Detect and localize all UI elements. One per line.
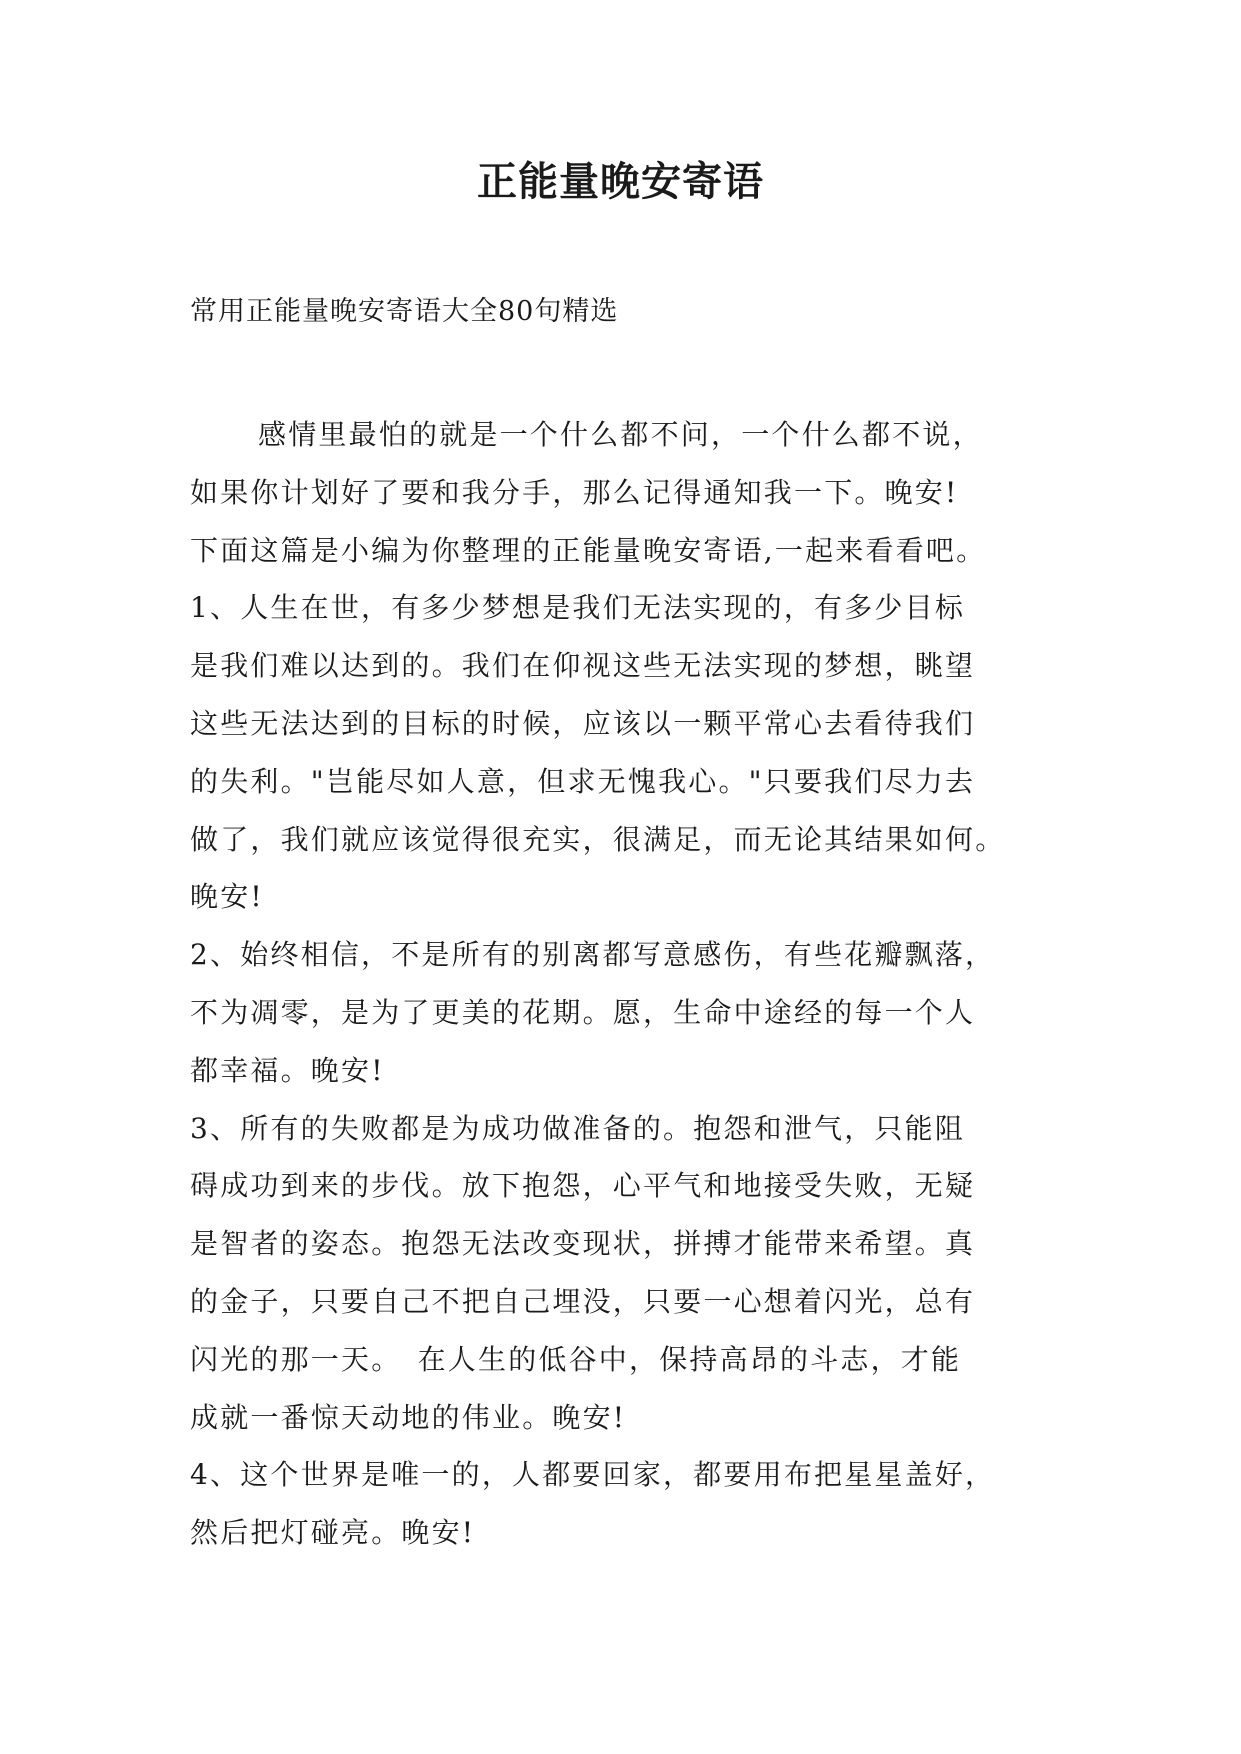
document-body	[190, 406, 1070, 1562]
body-line: 的失利。"岂能尽如人意，但求无愧我心。"只要我们尽力去	[190, 764, 976, 798]
body-line: 感情里最怕的就是一个什么都不问，一个什么都不说，	[258, 418, 983, 451]
document-subtitle: 常用正能量晚安寄语大全80句精选	[190, 296, 619, 327]
body-line: 这些无法达到的目标的时候，应该以一颗平常心去看待我们	[190, 706, 976, 740]
body-line: 2、始终相信，不是所有的别离都写意感伤，有些花瓣飘落，	[190, 938, 996, 972]
body-line: 3、所有的失败都是为成功做准备的。抱怨和泄气，只能阻	[190, 1111, 966, 1145]
body-line: 的金子，只要自己不把自己埋没，只要一心想着闪光，总有	[190, 1284, 976, 1318]
body-line: 然后把灯碰亮。晚安!	[190, 1516, 476, 1550]
body-line: 碍成功到来的步伐。放下抱怨，心平气和地接受失败，无疑	[190, 1169, 976, 1203]
body-line: 闪光的那一天。 在人生的低谷中，保持高昂的斗志，才能	[190, 1342, 962, 1376]
body-line: 是智者的姿态。抱怨无法改变现状，拼搏才能带来希望。真	[190, 1227, 976, 1261]
body-line: 做了，我们就应该觉得很充实，很满足，而无论其结果如何。	[190, 822, 1006, 856]
body-line: 1、人生在世，有多少梦想是我们无法实现的，有多少目标	[190, 591, 966, 625]
body-line: 如果你计划好了要和我分手，那么记得通知我一下。晚安!	[190, 475, 959, 509]
body-line: 4、这个世界是唯一的，人都要回家，都要用布把星星盖好，	[190, 1458, 996, 1492]
body-line: 下面这篇是小编为你整理的正能量晚安寄语,一起来看看吧。	[190, 533, 987, 567]
body-line: 不为凋零，是为了更美的花期。愿，生命中途经的每一个人	[190, 995, 976, 1029]
body-line: 成就一番惊天动地的伟业。晚安!	[190, 1400, 627, 1434]
body-line: 晚安!	[190, 880, 264, 914]
document-title: 正能量晚安寄语	[477, 158, 764, 205]
body-line: 是我们难以达到的。我们在仰视这些无法实现的梦想，眺望	[190, 649, 976, 683]
body-line: 都幸福。晚安!	[190, 1053, 385, 1087]
